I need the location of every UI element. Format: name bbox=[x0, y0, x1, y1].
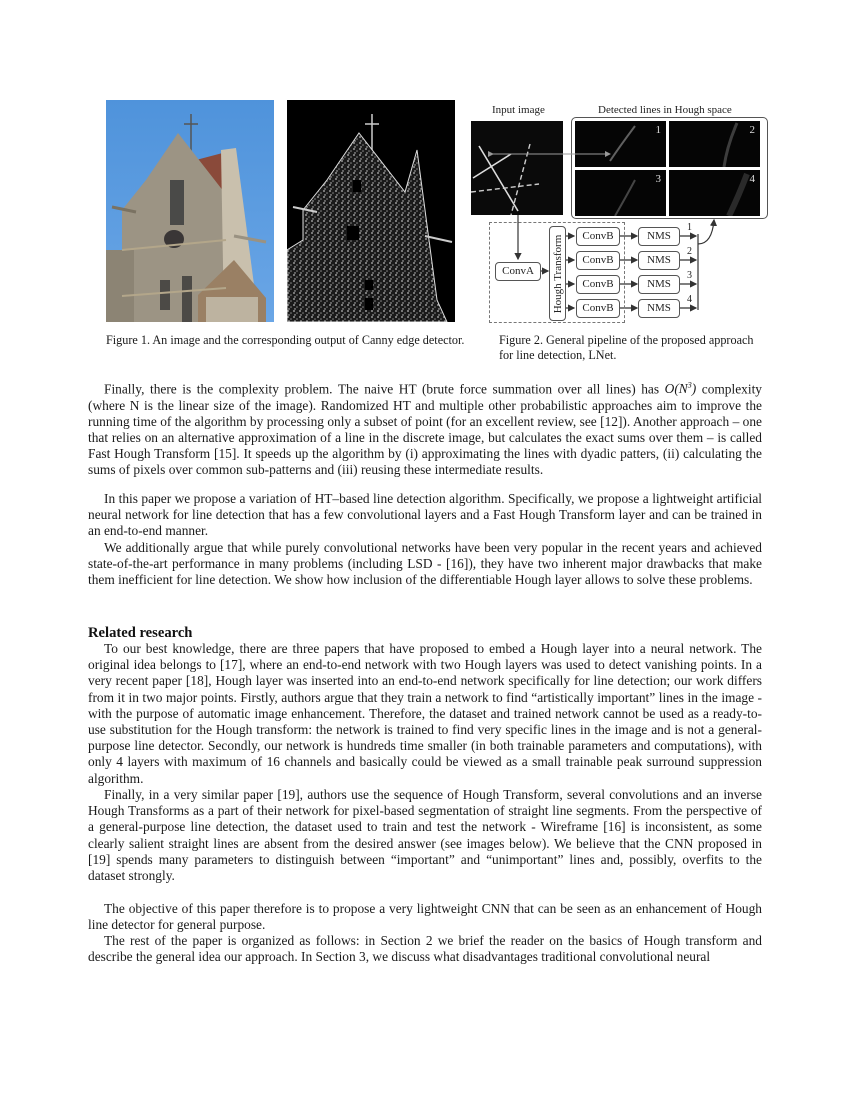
branch-number-4: 4 bbox=[687, 294, 692, 305]
section-heading-related-research: Related research bbox=[88, 625, 193, 641]
branch-number-2: 2 bbox=[687, 246, 692, 257]
paragraph-argument: We additionally argue that while purely convolutional networks have been very popular in the recent years and achieved state-of-the-art performance in many problems (including LSD - [16]), they have two inherent major drawbacks that make them inefficient for line detection. We show how inclusion of the differentiable Hough layer allows to solve these problems. bbox=[88, 540, 762, 588]
church-photo-image bbox=[106, 100, 274, 322]
nms-block-2: NMS bbox=[638, 251, 680, 270]
input-image-label: Input image bbox=[492, 104, 545, 116]
conv-b-block-3: ConvB bbox=[576, 275, 620, 294]
hough-cell-1: 1 bbox=[575, 121, 666, 167]
paragraph-related-work: To our best knowledge, there are three papers that have proposed to embed a Hough layer into a neural network. The original idea belongs to [17], where an end-to-end network with two Hough layers was used to detect vanishing points. In a very recent paper [18], Hough layer was inserted into an end-to-end network specifically for line detection; our work differs from it in two major points. Firstly, authors argue that they train a network to find “artistically important” lines in the image - with the purpose of automatic image enhancement. Therefore, the dataset and trained network cannot be used as a ready-to-use substitution for the Hough transform: the network is trained to find very specific lines in the image and is not a general-purpose line detector. Secondly, our network is hundreds time smaller (in both trainable parameters and computations), with only 4 layers with maximum of 16 channels and basically could be viewed as a small trainable peak surround suppression algorithm. bbox=[88, 641, 762, 786]
nms-block-1: NMS bbox=[638, 227, 680, 246]
nms-block-3: NMS bbox=[638, 275, 680, 294]
paragraph-proposal: In this paper we propose a variation of HT–based line detection algorithm. Specifically, we propose a lightweight artificial neural network for line detection that has a few convolutional layers and a Fast Hough Transform layer and can be trained in an end-to-end manner. bbox=[88, 491, 762, 539]
paragraph-organization: The rest of the paper is organized as follows: in Section 2 we brief the reader on the basics of Hough transform and describe the general idea our approach. In Section 3, we discuss what disadvantages traditional convolutional neural bbox=[88, 933, 762, 965]
paragraph-similar-paper: Finally, in a very similar paper [19], authors use the sequence of Hough Transform, several convolutions and an inverse Hough Transforms as a part of their network for pixel-based segmentation of straight line segments. From the perspective of a general-purpose line detection, the dataset used to train and test the network - Wireframe [16] is inconsistent, as some clearly salient straight lines are absent from the desired answer (see images below). We believe that the CNN proposed in [19] spends many parameters to distinguish between “important” and “unimportant” lines and, possibly, overfits to the dataset strongly. bbox=[88, 787, 762, 884]
canny-edge-image bbox=[287, 100, 455, 322]
figure-1-caption: Figure 1. An image and the corresponding output of Canny edge detector. bbox=[106, 333, 465, 347]
branch-number-3: 3 bbox=[687, 270, 692, 281]
conv-b-block-1: ConvB bbox=[576, 227, 620, 246]
branch-number-1: 1 bbox=[687, 222, 692, 233]
hough-transform-block: Hough Transform bbox=[549, 226, 566, 321]
hough-cell-2: 2 bbox=[669, 121, 760, 167]
conv-a-block: ConvA bbox=[495, 262, 541, 281]
figure-2-caption: Figure 2. General pipeline of the proposed approach for line detection, LNet. bbox=[499, 333, 754, 362]
hough-cell-3: 3 bbox=[575, 170, 666, 216]
paragraph-objective: The objective of this paper therefore is to propose a very lightweight CNN that can be seen as an enhancement of Hough line detector for general purpose. bbox=[88, 901, 762, 933]
hough-space-label: Detected lines in Hough space bbox=[598, 104, 732, 116]
nms-block-4: NMS bbox=[638, 299, 680, 318]
hough-cell-4: 4 bbox=[669, 170, 760, 216]
conv-b-block-4: ConvB bbox=[576, 299, 620, 318]
paragraph-complexity: Finally, there is the complexity problem. The naive HT (brute force summation over all lines) has $O(N^3)$ complexity (where N is the linear size of the image). Randomized HT and multiple other probabilistic approaches aim to improve the running time of the algorithm by processing only a subset of point (for an excellent review, see [12]). Another approach – one that relies on an alternative approximation of a line in the discrete image, but calculates the exact sums over them – is called Fast Hough Transform [15]. It speeds up the algorithm by (i) approximating the lines with dyadic patters, (ii) calculating the sums of pixels over common sub-patterns and (iii) reusing these intermediate results. bbox=[88, 381, 762, 478]
conv-b-block-2: ConvB bbox=[576, 251, 620, 270]
